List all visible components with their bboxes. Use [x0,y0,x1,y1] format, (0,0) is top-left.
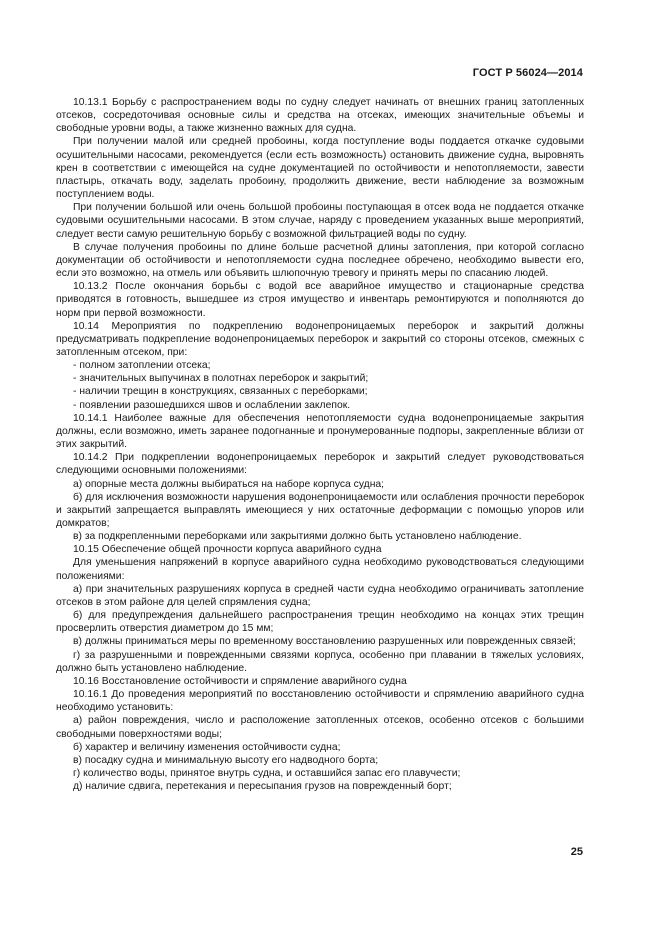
list-item-v-2: в) должны приниматься меры по временному восстановлению разрушенных или поврежденных связей; [73,636,576,648]
document-body [56,96,584,793]
list-item-dash-3: - наличии трещин в конструкциях, связанных с переборками; [73,386,368,398]
list-item-a-3: а) район повреждения, число и расположение затопленных отсеков, особенно отсеков с большими свободными поверхностями воды; [56,715,584,740]
paragraph-excess-hole: В случае получения пробоины по длине больше расчетной длины затопления, при которой согласно документации об остойчивости и непотопляемости судна последнее обречено, необходимо вывести его, если это возможно, на отмель или объявить шлюпочную тревогу и принять меры по спасанию людей. [56,241,584,280]
list-item-dash-4: - появлении разошедшихся швов и ослаблении заклепок. [73,399,351,411]
list-item-v-1: в) за подкрепленными переборками или закрытиями должно быть установлено наблюдение. [73,531,522,543]
paragraph-10-14-1: 10.14.1 Наиболее важные для обеспечения непотопляемости судна водонепроницаемые закрытия должны, если возможно, иметь заранее подогнанные и пронумерованные подпоры, закрепленные вблизи от этих закрытий. [56,412,584,451]
list-item-b-2: б) для предупреждения дальнейшего распространения трещин необходимо на концах этих трещин просверлить отверстия диаметром до 15 мм; [56,610,584,635]
document-header-id: ГОСТ Р 56024—2014 [472,67,583,79]
list-item-g-3: г) количество воды, принятое внутрь судна, и оставшийся запас его плавучести; [73,767,461,779]
list-item-a-2: а) при значительных разрушениях корпуса в средней части судна необходимо ограничивать затопление отсеков в этом районе для целей спрямления судна; [56,583,584,608]
heading-10-16: 10.16 Восстановление остойчивости и спрямление аварийного судна [73,675,407,687]
list-item-v-3: в) посадку судна и минимальную высоту его надводного борта; [73,754,379,766]
paragraph-10-14: 10.14 Мероприятия по подкреплению водонепроницаемых переборок и закрытий должны предусматривать подкрепление водонепроницаемых переборок и закрытий со стороны отсеков, смежных с затопленным отсеком, при: [56,320,584,358]
paragraph-10-13-2: 10.13.2 После окончания борьбы с водой все аварийное имущество и стационарные средства приводятся в готовность, вышедшее из строя имущество и инвентарь ремонтируются и пополняются до норм при первой возможности. [56,281,584,319]
list-item-a-1: а) опорные места должны выбираться на наборе корпуса судна; [73,478,385,490]
list-item-b-3: б) характер и величину изменения остойчивости судна; [73,741,341,753]
paragraph-10-15-intro: Для уменьшения напряжений в корпусе аварийного судна необходимо руководствоваться следующими положениями: [56,557,584,582]
paragraph-large-hole: При получении большой или очень большой пробоины поступающая в отсек вода не поддается откачке судовыми осушительными насосами. В этом случае, наряду с проведением указанных выше мероприятий, следует вести самую решительную борьбу с возможной фильтрацией воды по судну. [56,202,584,240]
list-item-dash-2: - значительных выпучинах в полотнах переборок и закрытий; [73,373,369,385]
list-item-d-3: д) наличие сдвига, перетекания и пересыпания грузов на поврежденный борт; [73,781,452,793]
paragraph-10-13-1: 10.13.1 Борьбу с распространением воды по судну следует начинать от внешних границ затопленных отсеков, сосредоточивая основные силы и средства на отсеках, имеющих значительные объемы и свободные уровни воды, а также жизненно важных для судна. [56,97,584,135]
paragraph-10-16-1: 10.16.1 До проведения мероприятий по восстановлению остойчивости и спрямлению аварийного судна необходимо установить: [56,689,584,714]
paragraph-small-hole: При получении малой или средней пробоины, когда поступление воды поддается откачке судовыми осушительными насосами, рекомендуется (если есть возможность) остановить движение судна, выровнять крен в соответствии с имеющейся на судне документацией по остойчивости и непотопляемости, завести пластырь, откачать воду, заделать пробоину, продолжить движение, вести наблюдение за возможным поступлением воды. [56,136,584,201]
heading-10-15: 10.15 Обеспечение общей прочности корпуса аварийного судна [73,544,382,556]
paragraph-10-14-2: 10.14.2 При подкреплении водонепроницаемых переборок и закрытий следует руководствоваться следующими основными положениями: [56,452,584,477]
list-item-dash-1: - полном затоплении отсека; [73,360,211,372]
list-item-g-2: г) за разрушенными и поврежденными связями корпуса, особенно при плавании в тяжелых условиях, должно быть установлено наблюдение. [56,649,584,674]
page-number: 25 [570,846,583,858]
list-item-b-1: б) для исключения возможности нарушения водонепроницаемости или ослабления прочности переборок и закрытий запрещается выправлять имеющиеся у них остаточные деформации с помощью упоров или домкратов; [56,491,584,529]
